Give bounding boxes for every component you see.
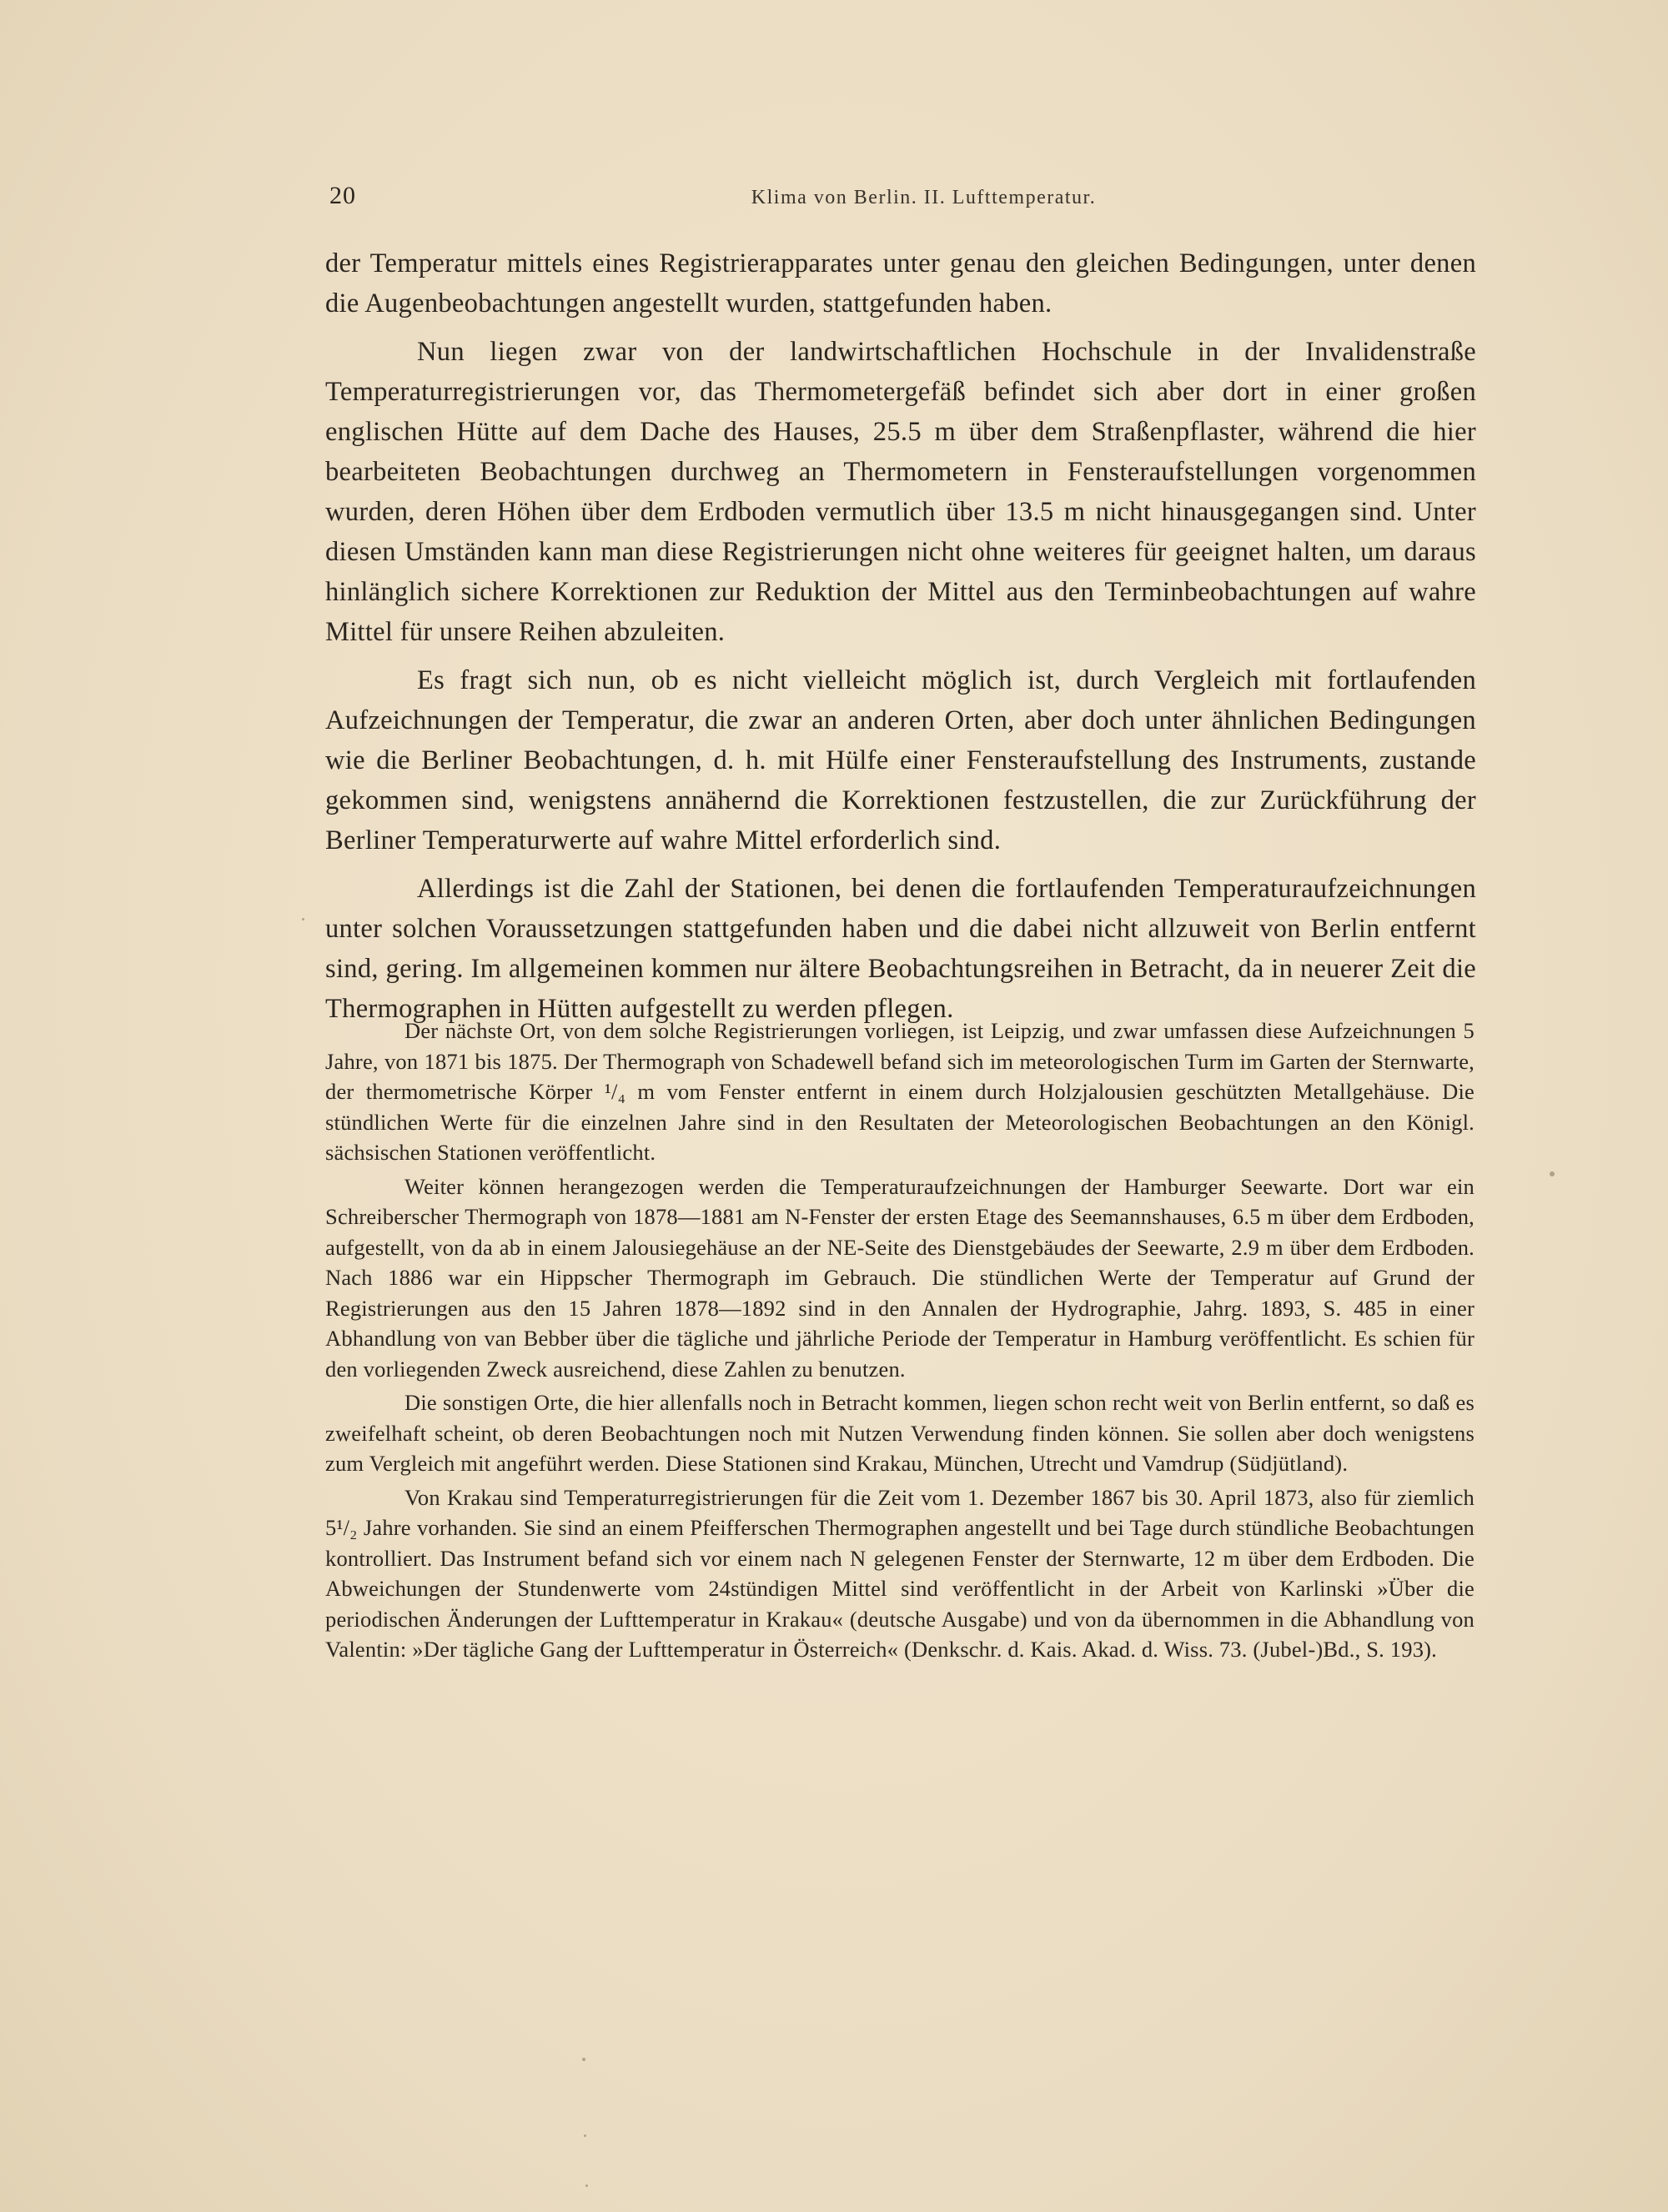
paper-speck	[584, 2134, 586, 2137]
note-other-stations: Die sonstigen Orte, die hier allenfalls noch in Betracht kommen, liegen schon recht weit von Berlin entfernt, so daß es zweifelhaft scheint, ob deren Beobachtungen noch mit Nutzen Verwendung finden können. Sie sollen aber doch wenigstens zum Vergleich mit angeführt werden. Diese Stationen sind Krakau, München, Utrecht und Vamdrup (Südjütland).	[325, 1390, 1475, 1476]
paragraph-1: der Temperatur mittels eines Registrierapparates unter genau den gleichen Bedingungen, unter denen die Augenbeobachtungen angestellt wurden, stattgefunden haben.	[325, 248, 1476, 319]
paper-speck	[582, 2058, 585, 2061]
page-header	[325, 182, 1522, 215]
paragraph-3: Es fragt sich nun, ob es nicht vielleicht möglich ist, durch Vergleich mit fortlaufenden Aufzeichnungen der Temperatur, die zwar an anderen Orten, aber doch unter ähnlichen Bedingungen wie die Berliner Beobachtungen, d. h. mit Hülfe einer Fensteraufstellung des Instruments, zustande gekommen sind, wenigstens annähernd die Korrektionen festzustellen, die zur Zurückführung der Berliner Temperaturwerte auf wahre Mittel erforderlich sind.	[325, 665, 1476, 855]
note-krakau: Von Krakau sind Temperaturregistrierungen für die Zeit vom 1. Dezember 1867 bis 30. April 1873, also für ziemlich 5¹/₂ Jahre vorhanden. Sie sind an einem Pfeifferschen Thermographen angestellt und bei Tage durch stündliche Beobachtungen kontrolliert. Das Instrument befand sich vor einem nach N gelegenen Fenster der Sternwarte, 12 m über dem Erdboden. Die Abweichungen der Stundenwerte vom 24stündigen Mittel sind veröffentlicht in der Arbeit von Karlinski »Über die periodischen Änderungen der Lufttemperatur in Krakau« (deutsche Ausgabe) und von da übernommen in die Abhandlung von Valentin: »Der tägliche Gang der Lufttemperatur in Österreich« (Denkschr. d. Kais. Akad. d. Wiss. 73. (Jubel-)Bd., S. 193).	[325, 1484, 1475, 1662]
page-number: 20	[329, 182, 356, 209]
paragraph-4: Allerdings ist die Zahl der Stationen, bei denen die fortlaufenden Temperaturaufzeichnungen unter solchen Voraussetzungen stattgefunden haben und die dabei nicht allzuweit von Berlin entfernt sind, gering. Im allgemeinen kommen nur ältere Beobachtungsreihen in Betracht, da in neuerer Zeit die Thermographen in Hütten aufgestellt zu werden pflegen.	[325, 874, 1476, 1024]
note-leipzig: Der nächste Ort, von dem solche Registrierungen vorliegen, ist Leipzig, und zwar umfassen diese Aufzeichnungen 5 Jahre, von 1871 bis 1875. Der Thermograph von Schadewell befand sich im meteorologischen Turm im Garten der Sternwarte, der thermometrische Körper ¹/₄ m vom Fenster entfernt in einem durch Holzjalousien geschützten Metallgehäuse. Die stündlichen Werte für die einzelnen Jahre sind in den Resultaten der Meteorologischen Beobachtungen an den Königl. sächsischen Stationen veröffentlicht.	[325, 1018, 1475, 1165]
small-print-section	[325, 1016, 1475, 1668]
running-head: Klima von Berlin. II. Lufttemperatur.	[751, 187, 1097, 208]
paper-speck	[302, 918, 304, 920]
main-text	[325, 243, 1476, 1033]
paper-speck	[1550, 1171, 1555, 1176]
paragraph-2: Nun liegen zwar von der landwirtschaftlichen Hochschule in der Invalidenstraße Temperaturregistrierungen vor, das Thermometergefäß befindet sich aber dort in einer großen englischen Hütte auf dem Dache des Hauses, 25.5 m über dem Straßenpflaster, während die hier bearbeiteten Beobachtungen durchweg an Thermometern in Fensteraufstellungen vorgenommen wurden, deren Höhen über dem Erdboden vermutlich über 13.5 m nicht hinausgegangen sind. Unter diesen Umständen kann man diese Registrierungen nicht ohne weiteres für geeignet halten, um daraus hinlänglich sichere Korrektionen zur Reduktion der Mittel aus den Terminbeobachtungen auf wahre Mittel für unsere Reihen abzuleiten.	[325, 337, 1476, 647]
note-hamburg: Weiter können herangezogen werden die Temperaturaufzeichnungen der Hamburger Seewarte. Dort war ein Schreiberscher Thermograph von 1878—1881 am N-Fenster der ersten Etage des Seemannshauses, 6.5 m über dem Erdboden, aufgestellt, von da ab in einem Jalousiegehäuse an der NE-Seite des Dienstgebäudes der Seewarte, 2.9 m über dem Erdboden. Nach 1886 war ein Hippscher Thermograph im Gebrauch. Die stündlichen Werte der Temperatur auf Grund der Registrierungen aus den 15 Jahren 1878—1892 sind in den Annalen der Hydrographie, Jahrg. 1893, S. 485 in einer Abhandlung von van Bebber über die tägliche und jährliche Periode der Temperatur in Hamburg veröffentlicht. Es schien für den vorliegenden Zweck ausreichend, diese Zahlen zu benutzen.	[325, 1173, 1475, 1382]
paper-speck	[585, 2184, 588, 2187]
